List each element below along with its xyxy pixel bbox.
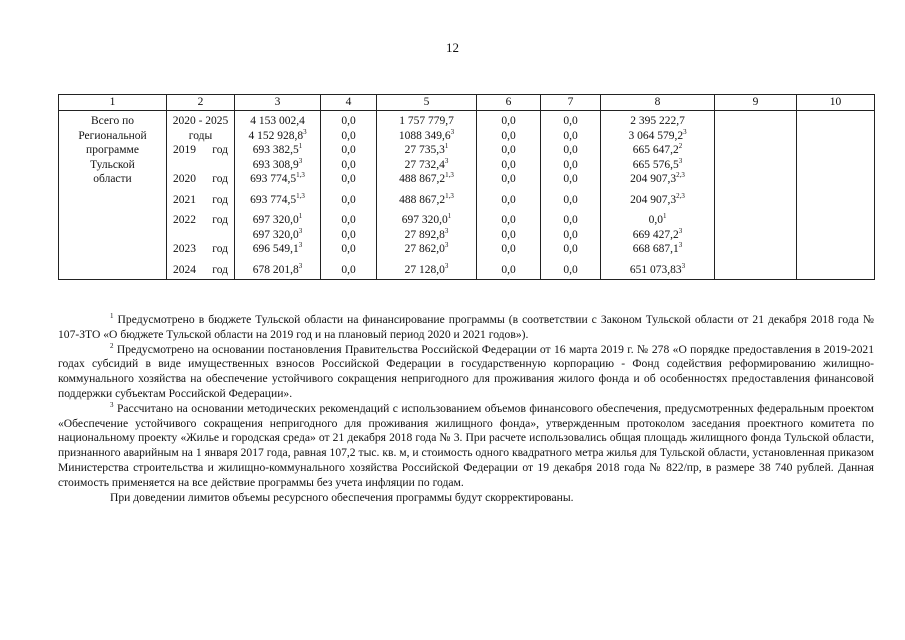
cell-value: 0,0 bbox=[563, 214, 578, 226]
row-label-line: области bbox=[93, 173, 132, 185]
footnote-ref: 1,3 bbox=[296, 171, 305, 180]
year-label: 2022 год bbox=[173, 214, 228, 226]
cell-value: 0,0 bbox=[563, 173, 578, 185]
footnote-ref: 1 bbox=[662, 212, 667, 221]
cell-value: 665 647,2$^2$ bbox=[632, 142, 683, 156]
cell-value: 0,0 bbox=[501, 243, 516, 255]
column-header: 1 bbox=[59, 95, 167, 111]
footnote-ref: 3 bbox=[444, 241, 449, 250]
cell-value: 696 549,1$^3$ bbox=[252, 241, 303, 255]
cell-value: 0,0 bbox=[563, 144, 578, 156]
col7-cell bbox=[541, 111, 601, 280]
column-header: 6 bbox=[477, 95, 541, 111]
year-label: 2020 год bbox=[173, 173, 228, 185]
footnote-ref: 2 bbox=[678, 142, 683, 151]
footnote-ref: 2,3 bbox=[676, 191, 685, 200]
col4-cell bbox=[321, 111, 377, 280]
year-label: 2024 год bbox=[173, 263, 228, 276]
cell-value: 27 862,0$^3$ bbox=[404, 241, 449, 255]
row-label-line: Тульской bbox=[90, 158, 135, 171]
cell-value: 693 308,9$^3$ bbox=[252, 156, 303, 171]
footnote-ref: 3 bbox=[681, 261, 686, 270]
footnote-ref: 2,3 bbox=[676, 171, 685, 180]
footnote-ref: 1,3 bbox=[445, 191, 454, 200]
cell-value: 0,0 bbox=[501, 173, 516, 185]
footnote-ref: 3 bbox=[683, 127, 687, 136]
footnote-ref: 1,3 bbox=[445, 171, 454, 180]
cell-value: 0,0 bbox=[563, 129, 578, 142]
footnote-ref: 3 bbox=[450, 127, 455, 136]
cell-value: 693 774,5$^{1,3}$ bbox=[250, 171, 305, 185]
cell-value: 0,0 bbox=[501, 263, 516, 276]
period-label: годы bbox=[188, 129, 213, 142]
cell-value: 0,0 bbox=[501, 129, 516, 142]
column-header: 5 bbox=[377, 95, 477, 111]
cell-value: 3 064 579,2$^3$ bbox=[628, 127, 687, 142]
footnote-ref: 3 bbox=[298, 226, 303, 235]
cell-value: 0,0 bbox=[563, 158, 578, 171]
cell-value: 27 732,4$^3$ bbox=[404, 156, 449, 171]
col3-cell bbox=[235, 111, 321, 280]
column-header: 10 bbox=[797, 95, 875, 111]
cell-value: 697 320,0$^1$ bbox=[401, 212, 452, 226]
cell-value: 0,0 bbox=[341, 214, 356, 226]
column-header: 9 bbox=[715, 95, 797, 111]
footnote-2: $^2$ Предусмотрено на основании постановления Правительства Российской Федерации от 16 марта 2019 г. № 278 «О порядке предоставления в 2019-2021 годах субсидий в виде имущественных взносов Российской Федерации в государственную корпорацию - Фонд содействия реформированию жилищно-коммунального хозяйства на обеспечение устойчивого сокращения непригодного для проживания жилого фонда и об особенностях предоставления финансовой поддержки субъектам Российской Федерации». bbox=[58, 341, 874, 400]
row-label-cell bbox=[59, 111, 167, 280]
period-label: 2020 - 2025 bbox=[172, 115, 229, 127]
footnote-ref: 3 bbox=[298, 241, 303, 250]
cell-value: 0,0 bbox=[341, 158, 356, 171]
cell-value: 0,0 bbox=[501, 228, 516, 241]
year-label: 2019 год bbox=[173, 144, 228, 156]
cell-value: 0,0 bbox=[501, 115, 516, 127]
cell-value: 1 757 779,7 bbox=[399, 115, 454, 127]
cell-value: 1088 349,6$^3$ bbox=[398, 127, 455, 142]
column-header: 3 bbox=[235, 95, 321, 111]
footnotes bbox=[58, 313, 874, 505]
cell-value: 0,0 bbox=[341, 129, 356, 142]
footnote-ref: 1 bbox=[444, 142, 449, 151]
footnote-mark: 2 bbox=[110, 341, 114, 350]
table-row bbox=[59, 111, 875, 280]
cell-value: 27 892,8$^3$ bbox=[404, 226, 449, 241]
footnote-ref: 1 bbox=[298, 142, 303, 151]
cell-value: 669 427,2$^3$ bbox=[632, 226, 683, 241]
cell-value: 0,0 bbox=[341, 228, 356, 241]
footnote-ref: 3 bbox=[444, 226, 449, 235]
cell-value: 488 867,2$^{1,3}$ bbox=[399, 171, 454, 185]
footnote-ref: 3 bbox=[444, 156, 449, 165]
cell-value: 693 382,5$^1$ bbox=[252, 142, 303, 156]
col6-cell bbox=[477, 111, 541, 280]
cell-value: 0,0 bbox=[341, 243, 356, 255]
footnote-ref: 3 bbox=[303, 127, 307, 136]
cell-value: 0,0 bbox=[341, 144, 356, 156]
cell-value: 0,0 bbox=[563, 193, 578, 206]
row-label-line: программе bbox=[86, 144, 139, 156]
col8-cell bbox=[601, 111, 715, 280]
column-header: 4 bbox=[321, 95, 377, 111]
cell-value: 0,0 bbox=[501, 144, 516, 156]
footnote-ref: 3 bbox=[298, 261, 303, 270]
row-label-line: Всего по bbox=[91, 115, 134, 127]
cell-value: 2 395 222,7 bbox=[630, 115, 685, 127]
cell-value: 678 201,8$^3$ bbox=[252, 261, 303, 276]
year-cell bbox=[167, 111, 235, 280]
cell-value: 4 153 002,4 bbox=[250, 115, 305, 127]
cell-value: $0,0^1$ bbox=[648, 212, 667, 226]
col10-cell bbox=[797, 111, 875, 280]
cell-value: 0,0 bbox=[563, 263, 578, 276]
cell-value: 27 735,3$^1$ bbox=[404, 142, 449, 156]
col9-cell bbox=[715, 111, 797, 280]
footnote-1: $^1$ Предусмотрено в бюджете Тульской области на финансирование программы (в соответствии с Законом Тульской области от 21 декабря 2018 года № 107-ЗТО «О бюджете Тульской области на 2019 год и на плановый период 2020 и 2021 годов»). bbox=[58, 312, 874, 341]
col5-cell bbox=[377, 111, 477, 280]
cell-value: 0,0 bbox=[501, 214, 516, 226]
cell-value: 0,0 bbox=[501, 193, 516, 206]
cell-value: 697 320,0$^3$ bbox=[252, 226, 303, 241]
cell-value: 0,0 bbox=[341, 263, 356, 276]
footnote-3: $^3$ Рассчитано на основании методических рекомендаций с использованием объемов финансового обеспечения, предусмотренных федеральным проектом «Обеспечение устойчивого сокращения непригодного для проживания жилищного фонда», утвержденным протоколом заседания проектного комитета по национальному проекту «Жилье и городская среда» от 21 декабря 2018 года № 3. При расчете использовались общая площадь жилищного фонда Тульской области, признанного аварийным на 1 января 2017 года, равная 107,2 тыс. кв. м, и стоимость одного квадратного метра жилья для Тульской области, установленная приказом Министерства строительства и жилищно-коммунального хозяйства Российской Федерации от 19 декабря 2018 года № 822/пр, в размере 38 740 рублей. Данная стоимость применяется на все действие программы без учета инфляции по годам. bbox=[58, 400, 874, 489]
cell-value: 0,0 bbox=[341, 193, 356, 206]
table-header-row bbox=[59, 95, 875, 111]
footnote-ref: 1,3 bbox=[296, 191, 305, 200]
cell-value: 0,0 bbox=[341, 173, 356, 185]
footnote-ref: 3 bbox=[298, 156, 303, 165]
cell-value: 0,0 bbox=[341, 115, 356, 127]
cell-value: 204 907,3$^{2,3}$ bbox=[630, 191, 685, 206]
cell-value: 27 128,0$^3$ bbox=[404, 261, 449, 276]
footnote-ref: 3 bbox=[678, 156, 683, 165]
cell-value: 0,0 bbox=[563, 228, 578, 241]
footnote-mark: 3 bbox=[110, 400, 114, 409]
cell-value: 0,0 bbox=[501, 158, 516, 171]
footnote-ref: 3 bbox=[678, 241, 683, 250]
footnote-mark: 1 bbox=[110, 312, 114, 321]
footnote-ref: 3 bbox=[444, 261, 449, 270]
cell-value: 0,0 bbox=[563, 115, 578, 127]
column-header: 7 bbox=[541, 95, 601, 111]
page-number: 12 bbox=[446, 40, 459, 55]
year-label: 2023 год bbox=[173, 243, 228, 255]
cell-value: 651 073,83$^3$ bbox=[629, 261, 686, 276]
column-header: 2 bbox=[167, 95, 235, 111]
budget-table bbox=[58, 94, 875, 280]
row-label-line: Региональной bbox=[78, 129, 147, 142]
footnote-ref: 3 bbox=[678, 226, 683, 235]
cell-value: 488 867,2$^{1,3}$ bbox=[399, 191, 454, 206]
cell-value: 665 576,5$^3$ bbox=[632, 156, 683, 171]
cell-value: 204 907,3$^{2,3}$ bbox=[630, 171, 685, 185]
cell-value: 693 774,5$^{1,3}$ bbox=[250, 191, 305, 206]
cell-value: 4 152 928,8$^3$ bbox=[248, 127, 307, 142]
year-label: 2021 год bbox=[173, 193, 228, 206]
cell-value: 0,0 bbox=[563, 243, 578, 255]
cell-value: 668 687,1$^3$ bbox=[632, 241, 683, 255]
closing-note: При доведении лимитов объемы ресурсного обеспечения программы будут скорректированы. bbox=[110, 490, 574, 504]
footnote-ref: 1 bbox=[447, 212, 452, 221]
column-header: 8 bbox=[601, 95, 715, 111]
cell-value: 697 320,0$^1$ bbox=[252, 212, 303, 226]
footnote-ref: 1 bbox=[298, 212, 303, 221]
